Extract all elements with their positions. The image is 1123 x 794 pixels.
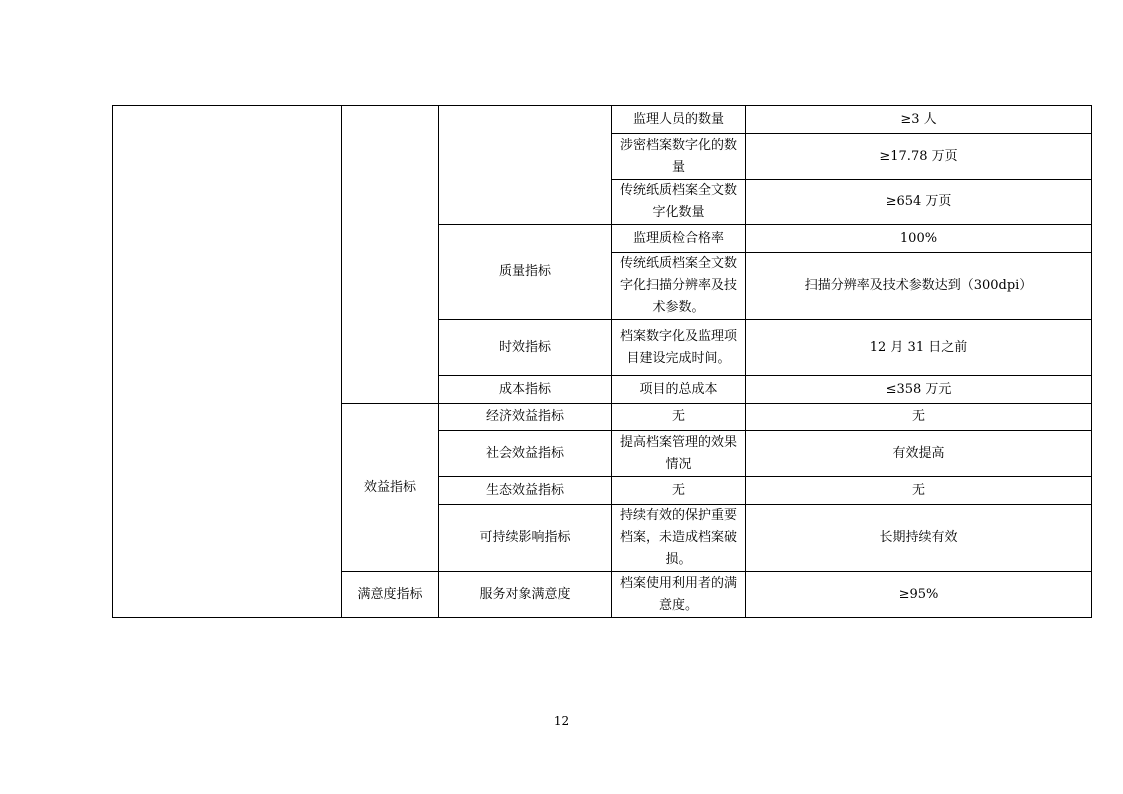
indicator-value-cell: 无 [746, 404, 1092, 431]
timeliness-indicator-label: 时效指标 [439, 320, 612, 376]
indicator-subcategory-cell: 社会效益指标 [439, 431, 612, 477]
table-row [113, 106, 1092, 134]
indicator-value-cell: 有效提高 [746, 431, 1092, 477]
indicator-subcategory-cell: 可持续影响指标 [439, 505, 612, 572]
indicator-name-cell: 传统纸质档案全文数字化数量 [612, 180, 746, 225]
output-indicator-cell [342, 106, 439, 404]
indicator-value-cell: 长期持续有效 [746, 505, 1092, 572]
indicator-value-cell: ≥654 万页 [746, 180, 1092, 225]
indicator-value-cell: ≥17.78 万页 [746, 134, 1092, 180]
indicator-value-cell: 100% [746, 225, 1092, 253]
page-number: 12 [553, 714, 570, 728]
indicator-value-cell: ≥95% [746, 572, 1092, 618]
indicator-name-cell: 涉密档案数字化的数量 [612, 134, 746, 180]
indicator-name-cell: 监理人员的数量 [612, 106, 746, 134]
indicator-subcategory-cell: 经济效益指标 [439, 404, 612, 431]
indicator-value-cell: 12 月 31 日之前 [746, 320, 1092, 376]
indicator-subcategory-cell: 服务对象满意度 [439, 572, 612, 618]
indicator-value-cell: 扫描分辨率及技术参数达到（300dpi） [746, 253, 1092, 320]
indicator-value-cell: 无 [746, 477, 1092, 505]
indicator-name-cell: 档案使用利用者的满意度。 [612, 572, 746, 618]
blank-first-column-cell [113, 106, 342, 618]
performance-indicator-table [112, 105, 1092, 618]
indicator-value-cell: ≤358 万元 [746, 376, 1092, 404]
indicator-name-cell: 提高档案管理的效果情况 [612, 431, 746, 477]
quality-indicator-label: 质量指标 [439, 225, 612, 320]
indicator-name-cell: 项目的总成本 [612, 376, 746, 404]
satisfaction-indicator-label: 满意度指标 [342, 572, 439, 618]
indicator-name-cell: 无 [612, 477, 746, 505]
indicator-value-cell: ≥3 人 [746, 106, 1092, 134]
indicator-name-cell: 持续有效的保护重要档案，未造成档案破损。 [612, 505, 746, 572]
quantity-indicator-cell [439, 106, 612, 225]
indicator-name-cell: 传统纸质档案全文数字化扫描分辨率及技术参数。 [612, 253, 746, 320]
indicator-name-cell: 无 [612, 404, 746, 431]
indicator-subcategory-cell: 生态效益指标 [439, 477, 612, 505]
indicator-name-cell: 档案数字化及监理项目建设完成时间。 [612, 320, 746, 376]
cost-indicator-label: 成本指标 [439, 376, 612, 404]
indicator-name-cell: 监理质检合格率 [612, 225, 746, 253]
benefit-indicator-label: 效益指标 [342, 404, 439, 572]
